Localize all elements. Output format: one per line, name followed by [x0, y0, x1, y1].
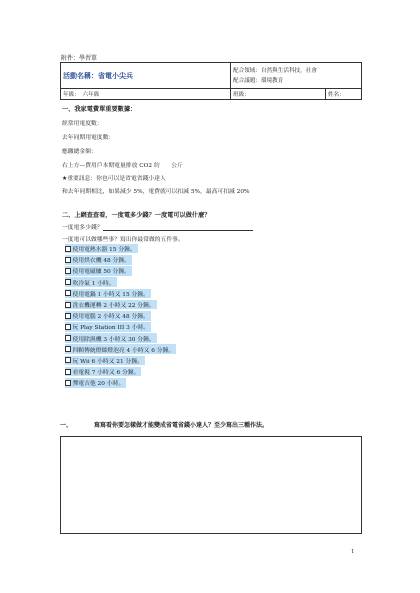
item-label: 玩 Wii 6 小時又 21 分鐘。	[72, 358, 143, 365]
list-item	[65, 277, 176, 288]
list-item	[65, 265, 176, 276]
domain-cell	[231, 63, 362, 89]
price-question-text: 一度電多少錢？	[62, 225, 103, 231]
section3-title	[60, 420, 268, 429]
list-item	[65, 366, 176, 377]
item-label: 玩 Play Station III 3 小時。	[72, 325, 150, 332]
amount-line: 應繳總金額：	[62, 149, 97, 155]
item-label: 使用電磁爐 50 分鐘。	[72, 269, 130, 276]
uses-question: 一度電可以做哪些事？寫出你最常做的五件事。	[62, 237, 184, 243]
co2-line: 右上方—費用戶本期電量排放 CO2 約 公斤	[62, 163, 183, 169]
last-year-line: 去年同期用電度數：	[62, 135, 115, 141]
section3-text: 寫寫看你要怎樣做才能變成省電省錢小達人？至少寫出三種作法。	[94, 422, 269, 429]
checkbox[interactable]	[65, 313, 71, 319]
list-item	[65, 299, 176, 310]
item-label: 使用電鍋 1 小時又 15 分鐘。	[72, 291, 149, 298]
activity-title: 活動名稱：省電小尖兵	[63, 70, 133, 80]
usage-checklist	[65, 243, 176, 388]
list-item	[65, 288, 176, 299]
page-number: 1	[351, 549, 355, 555]
checkbox[interactable]	[65, 246, 71, 252]
name-cell: 姓名：	[326, 89, 362, 100]
checkbox[interactable]	[65, 369, 71, 375]
domain-line: 配合領域：自然與生活科技，社會	[233, 67, 317, 74]
important-text: 重要訊息：你也可以是省電省錢小達人	[67, 176, 166, 182]
item-label: 彈電吉他 20 小時。	[72, 381, 125, 388]
item-label: 四顆傳統燈絲燈泡亮 4 小時又 6 分鐘。	[72, 347, 175, 354]
checkbox[interactable]	[65, 357, 71, 363]
list-item	[65, 310, 176, 321]
checkbox[interactable]	[65, 257, 71, 263]
star-icon: ★	[62, 176, 68, 182]
checkbox[interactable]	[65, 380, 71, 386]
list-item	[65, 355, 176, 366]
section1-title: 一、我家電費單重要數據：	[62, 106, 137, 113]
section3-number: 一、	[60, 422, 73, 429]
item-label: 使用烘衣機 48 分鐘。	[72, 258, 130, 265]
list-item	[65, 377, 176, 388]
item-label: 使用除濕機 3 小時又 30 分鐘。	[72, 336, 155, 343]
checkbox[interactable]	[65, 346, 71, 352]
checkbox[interactable]	[65, 290, 71, 296]
activity-cell	[61, 63, 231, 89]
list-item	[65, 321, 176, 332]
header-table	[60, 62, 362, 100]
grade-cell: 年級： 六年級	[61, 89, 231, 100]
price-answer-line[interactable]	[103, 224, 253, 231]
item-label: 洗衣機運轉 2 小時又 22 分鐘。	[72, 303, 155, 310]
item-label: 看電視 7 小時又 6 分鐘。	[72, 370, 140, 377]
issue-line: 配合議題：環境教育	[233, 77, 284, 84]
item-label: 使用電腦 2 小時又 48 分鐘。	[72, 314, 149, 321]
section2-title: 二、上網查查看，一度電多少錢？一度電可以做什麼？	[62, 212, 211, 219]
price-question	[62, 222, 253, 231]
checkbox[interactable]	[65, 324, 71, 330]
list-item	[65, 344, 176, 355]
list-item	[65, 243, 176, 254]
compare-line: 和去年同期相比，如果減少 5%，電費就可以扣減 5%，最高可扣減 20%	[62, 189, 250, 195]
item-label: 吹冷氣 1 小時。	[72, 280, 115, 287]
answer-box[interactable]	[60, 436, 362, 534]
list-item	[65, 333, 176, 344]
checkbox[interactable]	[65, 335, 71, 341]
checkbox[interactable]	[65, 268, 71, 274]
checkbox[interactable]	[65, 279, 71, 285]
checkbox[interactable]	[65, 302, 71, 308]
list-item	[65, 254, 176, 265]
item-label: 使用電熱水器 15 分鐘。	[72, 247, 136, 254]
usage-line: 經常用電度數：	[62, 121, 103, 127]
important-line	[62, 173, 166, 182]
class-cell: 班級：	[231, 89, 326, 100]
annex-label: 附件：學習單	[61, 55, 98, 62]
